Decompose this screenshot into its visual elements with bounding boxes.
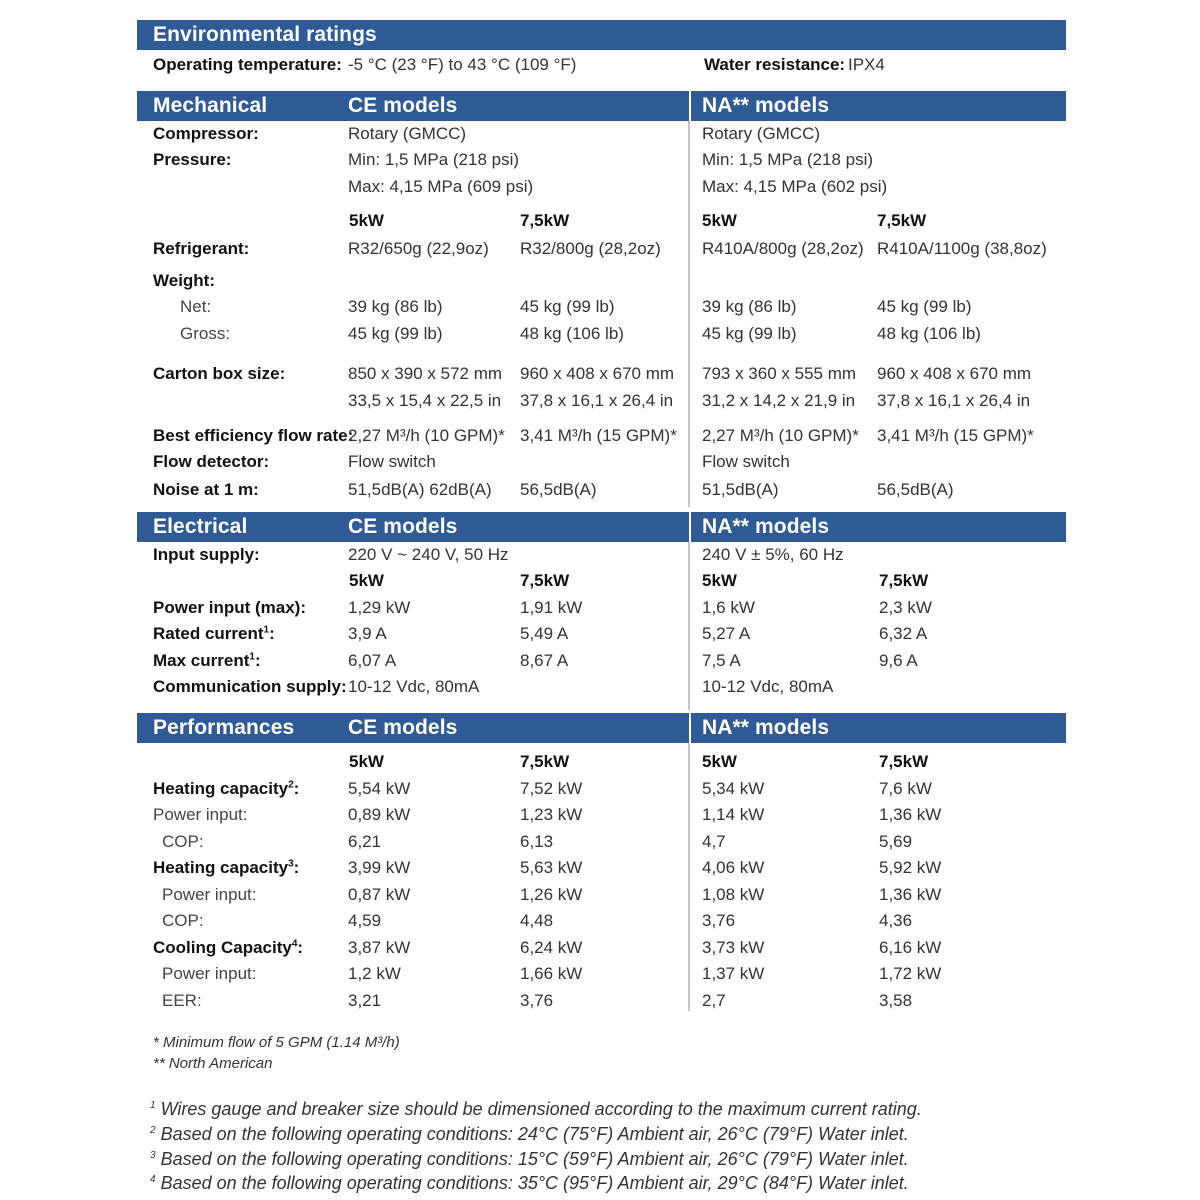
cooling-capacity-4-colon: : (297, 938, 304, 957)
flow-rate-label: Best efficiency flow rate: (153, 426, 354, 445)
footnote-1-text: Wires gauge and breaker size should be dimensioned according to the maximum current rating. (160, 1099, 922, 1119)
heating2-na-75kw: 7,6 kW (879, 779, 932, 798)
footnote-3-number: 3 (150, 1150, 156, 1161)
power-input-2-label: Power input: (153, 805, 248, 824)
refrigerant-na-5kw: R410A/800g (28,2oz) (702, 239, 864, 258)
net-ce-5kw: 39 kg (86 lb) (348, 297, 443, 316)
refrigerant-ce-75kw: R32/800g (28,2oz) (520, 239, 661, 258)
cooling-capacity-4-text: Cooling Capacity (153, 938, 292, 957)
pressure-na-min: Min: 1,5 MPa (218 psi) (702, 150, 874, 169)
performances-na-header: NA** models (702, 716, 830, 739)
heating-capacity-2-footnote-ref: 2 (288, 779, 294, 791)
heating-capacity-3-footnote-ref: 3 (288, 858, 294, 870)
cooling4-na-75kw: 6,16 kW (879, 938, 942, 957)
rated-current-na-75kw: 6,32 A (879, 624, 928, 643)
performances-title: Performances (153, 716, 295, 739)
carton-label: Carton box size: (153, 364, 286, 383)
max-current-footnote-ref: 1 (249, 651, 255, 663)
mech-na-5kw-header: 5kW (702, 211, 737, 230)
footnote-1-number: 1 (150, 1100, 156, 1111)
power-input-na-5kw: 1,6 kW (702, 598, 755, 617)
carton-mm-ce-5kw: 850 x 390 x 572 mm (348, 364, 503, 383)
heating3-na-75kw: 5,92 kW (879, 858, 942, 877)
mech-ce-75kw-header: 7,5kW (520, 211, 570, 230)
net-na-75kw: 45 kg (99 lb) (877, 297, 972, 316)
noise-na-5kw: 51,5dB(A) (702, 480, 779, 499)
noise-ce-75kw: 56,5dB(A) (520, 480, 597, 499)
input-supply-label: Input supply: (153, 545, 260, 564)
max-current-na-75kw: 9,6 A (879, 651, 918, 670)
cooling-capacity-4-label (153, 938, 303, 958)
carton-in-na-5kw: 31,2 x 14,2 x 21,9 in (702, 391, 856, 410)
mechanical-ce-header: CE models (348, 94, 458, 117)
eer-label: EER: (162, 991, 202, 1010)
power-input-3-na-75kw: 1,36 kW (879, 885, 942, 904)
gross-ce-75kw: 48 kg (106 lb) (520, 324, 624, 343)
heating-capacity-2-colon: : (293, 779, 300, 798)
footnote-min-flow: * Minimum flow of 5 GPM (1.14 M³/h) (153, 1034, 400, 1051)
flow-detector-ce: Flow switch (348, 452, 436, 471)
mechanical-title: Mechanical (153, 94, 268, 117)
pressure-ce-max: Max: 4,15 MPa (609 psi) (348, 177, 534, 196)
compressor-label: Compressor: (153, 124, 259, 143)
mechanical-column-divider (688, 121, 690, 507)
footnote-north-american: ** North American (153, 1055, 273, 1072)
perf-ce-75kw-header: 7,5kW (520, 752, 570, 771)
heating3-na-5kw: 4,06 kW (702, 858, 765, 877)
cooling4-ce-75kw: 6,24 kW (520, 938, 583, 957)
power-input-4-na-5kw: 1,37 kW (702, 964, 765, 983)
cop-2-label: COP: (162, 832, 204, 851)
eer-na-5kw: 2,7 (702, 991, 726, 1010)
footnote-2-text: Based on the following operating conditions: 24°C (75°F) Ambient air, 26°C (79°F) Water inlet. (160, 1124, 909, 1144)
gross-na-5kw: 45 kg (99 lb) (702, 324, 797, 343)
water-resistance-value: IPX4 (848, 55, 885, 74)
elec-ce-75kw-header: 7,5kW (520, 571, 570, 590)
cop-3-ce-75kw: 4,48 (520, 911, 554, 930)
flow-rate-na-5kw: 2,27 M³/h (10 GPM)* (702, 426, 859, 445)
cop-3-na-5kw: 3,76 (702, 911, 736, 930)
pressure-ce-min: Min: 1,5 MPa (218 psi) (348, 150, 520, 169)
elec-ce-5kw-header: 5kW (349, 571, 384, 590)
operating-temperature-label: Operating temperature: (153, 55, 342, 74)
footnote-3 (150, 1148, 909, 1170)
operating-temperature-value: -5 °C (23 °F) to 43 °C (109 °F) (348, 55, 577, 74)
power-input-na-75kw: 2,3 kW (879, 598, 932, 617)
max-current-ce-5kw: 6,07 A (348, 651, 397, 670)
eer-ce-5kw: 3,21 (348, 991, 382, 1010)
electrical-title: Electrical (153, 515, 248, 538)
power-input-4-ce-5kw: 1,2 kW (348, 964, 401, 983)
power-input-2-na-75kw: 1,36 kW (879, 805, 942, 824)
cop-2-ce-75kw: 6,13 (520, 832, 554, 851)
rated-current-na-5kw: 5,27 A (702, 624, 751, 643)
water-resistance-label: Water resistance: (704, 55, 846, 74)
carton-in-ce-75kw: 37,8 x 16,1 x 26,4 in (520, 391, 674, 410)
max-current-label (153, 651, 261, 671)
rated-current-label (153, 624, 275, 644)
electrical-na-header: NA** models (702, 515, 830, 538)
pressure-na-max: Max: 4,15 MPa (602 psi) (702, 177, 888, 196)
power-input-max-label: Power input (max): (153, 598, 307, 617)
mech-ce-5kw-header: 5kW (349, 211, 384, 230)
input-supply-na: 240 V ± 5%, 60 Hz (702, 545, 844, 564)
power-input-3-label: Power input: (162, 885, 257, 904)
cop-3-label: COP: (162, 911, 204, 930)
footnote-4-number: 4 (150, 1174, 156, 1185)
net-label: Net: (180, 297, 212, 316)
electrical-ce-header: CE models (348, 515, 458, 538)
heating2-ce-75kw: 7,52 kW (520, 779, 583, 798)
eer-ce-75kw: 3,76 (520, 991, 554, 1010)
max-current-ce-75kw: 8,67 A (520, 651, 569, 670)
heating2-ce-5kw: 5,54 kW (348, 779, 411, 798)
mechanical-header (137, 91, 1066, 121)
carton-mm-na-5kw: 793 x 360 x 555 mm (702, 364, 857, 383)
mechanical-header-divider (689, 91, 691, 121)
flow-rate-ce-75kw: 3,41 M³/h (15 GPM)* (520, 426, 677, 445)
performances-ce-header: CE models (348, 716, 458, 739)
mechanical-na-header: NA** models (702, 94, 830, 117)
perf-ce-5kw-header: 5kW (349, 752, 384, 771)
power-input-4-ce-75kw: 1,66 kW (520, 964, 583, 983)
heating3-ce-75kw: 5,63 kW (520, 858, 583, 877)
perf-na-5kw-header: 5kW (702, 752, 737, 771)
comm-supply-label: Communication supply: (153, 677, 347, 696)
footnote-4-text: Based on the following operating conditions: 35°C (95°F) Ambient air, 29°C (84°F) Water inlet. (160, 1173, 909, 1193)
cop-3-ce-5kw: 4,59 (348, 911, 382, 930)
carton-mm-na-75kw: 960 x 408 x 670 mm (877, 364, 1032, 383)
refrigerant-label: Refrigerant: (153, 239, 250, 258)
carton-in-na-75kw: 37,8 x 16,1 x 26,4 in (877, 391, 1031, 410)
elec-na-75kw-header: 7,5kW (879, 571, 929, 590)
power-input-4-na-75kw: 1,72 kW (879, 964, 942, 983)
carton-mm-ce-75kw: 960 x 408 x 670 mm (520, 364, 675, 383)
noise-label: Noise at 1 m: (153, 480, 259, 499)
power-input-4-label: Power input: (162, 964, 257, 983)
flow-rate-na-75kw: 3,41 M³/h (15 GPM)* (877, 426, 1034, 445)
power-input-3-ce-5kw: 0,87 kW (348, 885, 411, 904)
gross-na-75kw: 48 kg (106 lb) (877, 324, 981, 343)
noise-na-75kw: 56,5dB(A) (877, 480, 954, 499)
footnote-1 (150, 1098, 922, 1120)
rated-current-ce-75kw: 5,49 A (520, 624, 569, 643)
rated-current-ce-5kw: 3,9 A (348, 624, 387, 643)
max-current-na-5kw: 7,5 A (702, 651, 741, 670)
footnote-3-text: Based on the following operating conditions: 15°C (59°F) Ambient air, 26°C (79°F) Water inlet. (160, 1149, 909, 1169)
power-input-ce-5kw: 1,29 kW (348, 598, 411, 617)
max-current-text: Max current (153, 651, 250, 670)
eer-na-75kw: 3,58 (879, 991, 913, 1010)
refrigerant-ce-5kw: R32/650g (22,9oz) (348, 239, 489, 258)
footnote-2 (150, 1123, 909, 1145)
flow-detector-label: Flow detector: (153, 452, 270, 471)
heating-capacity-2-label (153, 779, 299, 799)
electrical-header-divider (689, 512, 691, 542)
environmental-header (137, 20, 1066, 50)
electrical-header (137, 512, 1066, 542)
pressure-label: Pressure: (153, 150, 232, 169)
comm-supply-ce: 10-12 Vdc, 80mA (348, 677, 480, 696)
heating2-na-5kw: 5,34 kW (702, 779, 765, 798)
power-input-3-na-5kw: 1,08 kW (702, 885, 765, 904)
power-input-2-na-5kw: 1,14 kW (702, 805, 765, 824)
heating-capacity-3-label (153, 858, 299, 878)
mech-na-75kw-header: 7,5kW (877, 211, 927, 230)
cooling-capacity-4-footnote-ref: 4 (291, 938, 298, 950)
net-na-5kw: 39 kg (86 lb) (702, 297, 797, 316)
perf-na-75kw-header: 7,5kW (879, 752, 929, 771)
rated-current-colon: : (269, 624, 275, 643)
environmental-title: Environmental ratings (153, 23, 377, 46)
electrical-column-divider (688, 542, 690, 710)
performances-header-divider (689, 713, 691, 743)
footnote-2-number: 2 (150, 1125, 156, 1136)
heating-capacity-2-text: Heating capacity (153, 779, 289, 798)
power-input-2-ce-75kw: 1,23 kW (520, 805, 583, 824)
cop-2-na-5kw: 4,7 (702, 832, 726, 851)
rated-current-text: Rated current (153, 624, 264, 643)
power-input-2-ce-5kw: 0,89 kW (348, 805, 411, 824)
cop-2-ce-5kw: 6,21 (348, 832, 382, 851)
cop-2-na-75kw: 5,69 (879, 832, 913, 851)
weight-label: Weight: (153, 271, 216, 290)
cooling4-ce-5kw: 3,87 kW (348, 938, 411, 957)
compressor-na: Rotary (GMCC) (702, 124, 821, 143)
cop-3-na-75kw: 4,36 (879, 911, 913, 930)
comm-supply-na: 10-12 Vdc, 80mA (702, 677, 834, 696)
gross-ce-5kw: 45 kg (99 lb) (348, 324, 443, 343)
footnote-4 (150, 1172, 909, 1194)
compressor-ce: Rotary (GMCC) (348, 124, 467, 143)
carton-in-ce-5kw: 33,5 x 15,4 x 22,5 in (348, 391, 502, 410)
elec-na-5kw-header: 5kW (702, 571, 737, 590)
performances-column-divider (688, 743, 690, 1011)
cooling4-na-5kw: 3,73 kW (702, 938, 765, 957)
flow-rate-ce-5kw: 2,27 M³/h (10 GPM)* (348, 426, 505, 445)
performances-header (137, 713, 1066, 743)
flow-detector-na: Flow switch (702, 452, 790, 471)
net-ce-75kw: 45 kg (99 lb) (520, 297, 615, 316)
max-current-colon: : (254, 651, 261, 670)
power-input-3-ce-75kw: 1,26 kW (520, 885, 583, 904)
heating-capacity-3-colon: : (293, 858, 300, 877)
refrigerant-na-75kw: R410A/1100g (38,8oz) (877, 239, 1047, 258)
gross-label: Gross: (180, 324, 231, 343)
heating-capacity-3-text: Heating capacity (153, 858, 289, 877)
input-supply-ce: 220 V ~ 240 V, 50 Hz (348, 545, 509, 564)
rated-current-footnote-ref: 1 (263, 624, 270, 636)
noise-ce-5kw: 51,5dB(A) 62dB(A) (348, 480, 492, 499)
heating3-ce-5kw: 3,99 kW (348, 858, 411, 877)
power-input-ce-75kw: 1,91 kW (520, 598, 583, 617)
